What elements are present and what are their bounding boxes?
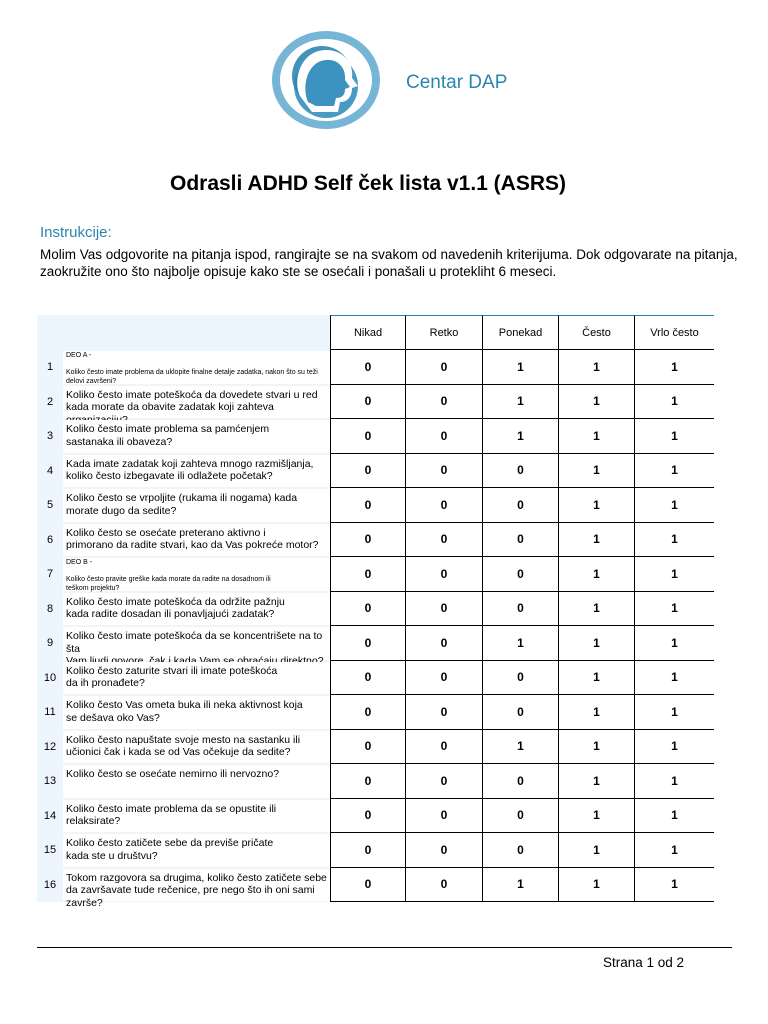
row-number: 11 bbox=[44, 706, 56, 719]
table-row bbox=[37, 730, 714, 765]
score-cell[interactable]: 0 bbox=[330, 626, 406, 661]
score-cell[interactable]: 0 bbox=[483, 454, 559, 489]
score-cell[interactable]: 1 bbox=[559, 523, 635, 558]
score-cell[interactable]: 0 bbox=[483, 799, 559, 834]
score-cell[interactable]: 1 bbox=[635, 695, 714, 730]
score-cell[interactable]: 1 bbox=[483, 385, 559, 420]
score-cell[interactable]: 0 bbox=[483, 764, 559, 799]
score-cell[interactable]: 1 bbox=[483, 626, 559, 661]
table-row bbox=[37, 350, 714, 385]
score-cell[interactable]: 0 bbox=[406, 799, 483, 834]
column-header: Retko bbox=[406, 315, 483, 350]
question-text: Koliko često Vas ometa buka ili neka aktivnost koja se dešava oko Vas? bbox=[63, 696, 330, 729]
score-cell[interactable]: 1 bbox=[559, 833, 635, 868]
score-cell[interactable]: 1 bbox=[635, 868, 714, 903]
score-cell[interactable]: 1 bbox=[483, 419, 559, 454]
score-cell[interactable]: 0 bbox=[330, 868, 406, 903]
table-row bbox=[37, 557, 714, 592]
score-cell[interactable]: 1 bbox=[559, 661, 635, 696]
table-row bbox=[37, 833, 714, 868]
score-cell[interactable]: 0 bbox=[406, 626, 483, 661]
score-cell[interactable]: 1 bbox=[559, 454, 635, 489]
score-cell[interactable]: 0 bbox=[330, 523, 406, 558]
score-cell[interactable]: 1 bbox=[559, 350, 635, 385]
row-number: 13 bbox=[43, 775, 57, 788]
score-cell[interactable]: 1 bbox=[559, 868, 635, 903]
question-text: Koliko često se osećate preterano aktivno i primorano da radite stvari, kao da Vas pokreće motor? bbox=[63, 524, 330, 557]
table-row bbox=[37, 385, 714, 420]
score-cell[interactable]: 1 bbox=[635, 764, 714, 799]
score-cell[interactable]: 1 bbox=[635, 626, 714, 661]
score-cell[interactable]: 0 bbox=[406, 523, 483, 558]
score-cell[interactable]: 1 bbox=[635, 523, 714, 558]
score-cell[interactable]: 1 bbox=[635, 730, 714, 765]
score-cell[interactable]: 1 bbox=[559, 695, 635, 730]
logo bbox=[272, 32, 380, 130]
score-cell[interactable]: 0 bbox=[483, 592, 559, 627]
instructions-text: Molim Vas odgovorite na pitanja ispod, rangirajte se na svakom od navedenih kriterijuma. Dok odgovarate na pitanja, zaokružite ono što najbolje opisuje kako ste se osećali i ponašali u protekliht 6 meseci. bbox=[40, 247, 738, 279]
score-cell[interactable]: 0 bbox=[330, 833, 406, 868]
row-number: 6 bbox=[46, 533, 54, 546]
score-cell[interactable]: 0 bbox=[330, 764, 406, 799]
row-number: 4 bbox=[46, 464, 54, 477]
question-text: Koliko često zatičete sebe da previše pričate kada ste u društvu? bbox=[63, 834, 330, 867]
question-text: Koliko često imate poteškoća da održite pažnju kada radite dosadan ili ponavljajući zadatak? bbox=[63, 593, 330, 626]
score-cell[interactable]: 1 bbox=[559, 419, 635, 454]
row-number: 8 bbox=[46, 602, 54, 615]
score-cell[interactable]: 1 bbox=[559, 557, 635, 592]
row-number: 9 bbox=[46, 637, 54, 650]
table-row bbox=[37, 764, 714, 799]
row-number: 7 bbox=[46, 568, 54, 581]
score-cell[interactable]: 0 bbox=[406, 557, 483, 592]
table-row bbox=[37, 523, 714, 558]
table-row bbox=[37, 419, 714, 454]
score-cell[interactable]: 1 bbox=[483, 868, 559, 903]
score-cell[interactable]: 0 bbox=[330, 799, 406, 834]
score-cell[interactable]: 1 bbox=[635, 833, 714, 868]
question-text: Koliko često imate poteškoća da dovedete stvari u red kada morate da obavite zadatak koji zahteva bbox=[63, 386, 330, 419]
score-cell[interactable]: 0 bbox=[330, 730, 406, 765]
question-text: DEO A - Koliko često imate problema da uklopite finalne detalje zadatka, nakon što su teži delovi završeni? bbox=[63, 351, 330, 384]
score-cell[interactable]: 1 bbox=[635, 592, 714, 627]
score-cell[interactable]: 0 bbox=[406, 833, 483, 868]
row-number: 10 bbox=[43, 671, 57, 684]
brand-name: Centar DAP bbox=[406, 72, 508, 93]
row-number: 1 bbox=[46, 361, 54, 374]
score-cell[interactable]: 0 bbox=[330, 557, 406, 592]
score-cell[interactable]: 1 bbox=[635, 799, 714, 834]
score-cell[interactable]: 1 bbox=[635, 661, 714, 696]
column-header: Često bbox=[559, 315, 635, 350]
table-row bbox=[37, 661, 714, 696]
score-cell[interactable]: 0 bbox=[406, 661, 483, 696]
row-number: 16 bbox=[43, 878, 57, 891]
score-cell[interactable]: 1 bbox=[635, 350, 714, 385]
score-cell[interactable]: 1 bbox=[635, 385, 714, 420]
score-cell[interactable]: 0 bbox=[330, 661, 406, 696]
score-cell[interactable]: 1 bbox=[559, 385, 635, 420]
score-cell[interactable]: 0 bbox=[406, 695, 483, 730]
score-cell[interactable]: 1 bbox=[635, 488, 714, 523]
score-cell[interactable]: 0 bbox=[330, 350, 406, 385]
column-header: Vrlo često bbox=[635, 315, 714, 350]
page-number: Strana 1 od 2 bbox=[603, 955, 685, 970]
question-text: Koliko često imate problema sa pamćenjem sastanaka ili obaveza? bbox=[63, 420, 330, 453]
asrs-table bbox=[37, 315, 714, 909]
row-number: 5 bbox=[46, 499, 54, 512]
score-cell[interactable]: 1 bbox=[559, 764, 635, 799]
question-text: Kada imate zadatak koji zahteva mnogo razmišljanja, koliko često izbegavate ili odlažete početak? bbox=[63, 455, 330, 488]
row-number: 15 bbox=[43, 844, 57, 857]
score-cell[interactable]: 1 bbox=[635, 419, 714, 454]
table-row bbox=[37, 626, 714, 661]
question-text: Koliko često napuštate svoje mesto na sastanku ili učionici čak i kada se od Vas očekuje da sedite? bbox=[63, 731, 330, 764]
score-cell[interactable]: 1 bbox=[635, 454, 714, 489]
score-cell[interactable]: 0 bbox=[406, 419, 483, 454]
row-number: 12 bbox=[43, 740, 57, 753]
instructions-heading: Instrukcije: bbox=[40, 224, 112, 241]
score-cell[interactable]: 0 bbox=[483, 661, 559, 696]
column-header: Ponekad bbox=[483, 315, 559, 350]
question-text: Koliko često se vrpoljite (rukama ili nogama) kada morate dugo da sedite? bbox=[63, 489, 330, 522]
question-text: Koliko često imate problema da se opustite ili relaksirate? bbox=[63, 800, 330, 833]
score-cell[interactable]: 1 bbox=[559, 730, 635, 765]
score-cell[interactable]: 0 bbox=[406, 385, 483, 420]
question-text: Koliko često imate poteškoća da se koncentrišete na to šta bbox=[63, 627, 330, 660]
score-cell[interactable]: 0 bbox=[330, 488, 406, 523]
table-row bbox=[37, 488, 714, 523]
table-row bbox=[37, 868, 714, 909]
score-cell[interactable]: 1 bbox=[483, 730, 559, 765]
score-cell[interactable]: 1 bbox=[559, 799, 635, 834]
table-row bbox=[37, 695, 714, 730]
score-cell[interactable]: 0 bbox=[406, 350, 483, 385]
table-row bbox=[37, 592, 714, 627]
question-text: Tokom razgovora sa drugima, koliko često zatičete sebe da završavate tude rečenice, pre nego što ih oni sami završe? bbox=[63, 869, 330, 902]
score-cell[interactable]: 0 bbox=[483, 833, 559, 868]
score-cell[interactable]: 0 bbox=[406, 868, 483, 903]
score-cell[interactable]: 0 bbox=[483, 695, 559, 730]
score-cell[interactable]: 1 bbox=[635, 557, 714, 592]
score-cell[interactable]: 0 bbox=[406, 592, 483, 627]
score-cell[interactable]: 1 bbox=[559, 626, 635, 661]
score-cell[interactable]: 1 bbox=[559, 488, 635, 523]
score-cell[interactable]: 0 bbox=[406, 488, 483, 523]
question-text: Koliko često zaturite stvari ili imate poteškoća da ih pronađete? bbox=[63, 662, 330, 695]
score-cell[interactable]: 0 bbox=[406, 764, 483, 799]
footer-divider bbox=[37, 947, 732, 948]
page-title: Odrasli ADHD Self ček lista v1.1 (ASRS) bbox=[169, 172, 567, 195]
score-cell[interactable]: 0 bbox=[406, 730, 483, 765]
score-cell[interactable]: 0 bbox=[330, 695, 406, 730]
score-cell[interactable]: 0 bbox=[406, 454, 483, 489]
score-cell[interactable]: 1 bbox=[483, 350, 559, 385]
score-cell[interactable]: 1 bbox=[559, 592, 635, 627]
row-number: 14 bbox=[43, 809, 57, 822]
score-cell[interactable]: 0 bbox=[330, 454, 406, 489]
table-row bbox=[37, 454, 714, 489]
score-cell[interactable]: 0 bbox=[483, 488, 559, 523]
row-number: 3 bbox=[46, 430, 54, 443]
score-cell[interactable]: 0 bbox=[483, 557, 559, 592]
score-cell[interactable]: 0 bbox=[330, 385, 406, 420]
table-row bbox=[37, 799, 714, 834]
question-text: DEO B - Koliko često pravite greške kada morate da radite na dosadnom ili teškom projektu? bbox=[63, 558, 330, 591]
score-cell[interactable]: 0 bbox=[330, 419, 406, 454]
question-text: Koliko često se osećate nemirno ili nervozno? bbox=[63, 765, 330, 798]
column-header: Nikad bbox=[330, 315, 406, 350]
score-cell[interactable]: 0 bbox=[330, 592, 406, 627]
row-number: 2 bbox=[46, 395, 54, 408]
score-cell[interactable]: 0 bbox=[483, 523, 559, 558]
